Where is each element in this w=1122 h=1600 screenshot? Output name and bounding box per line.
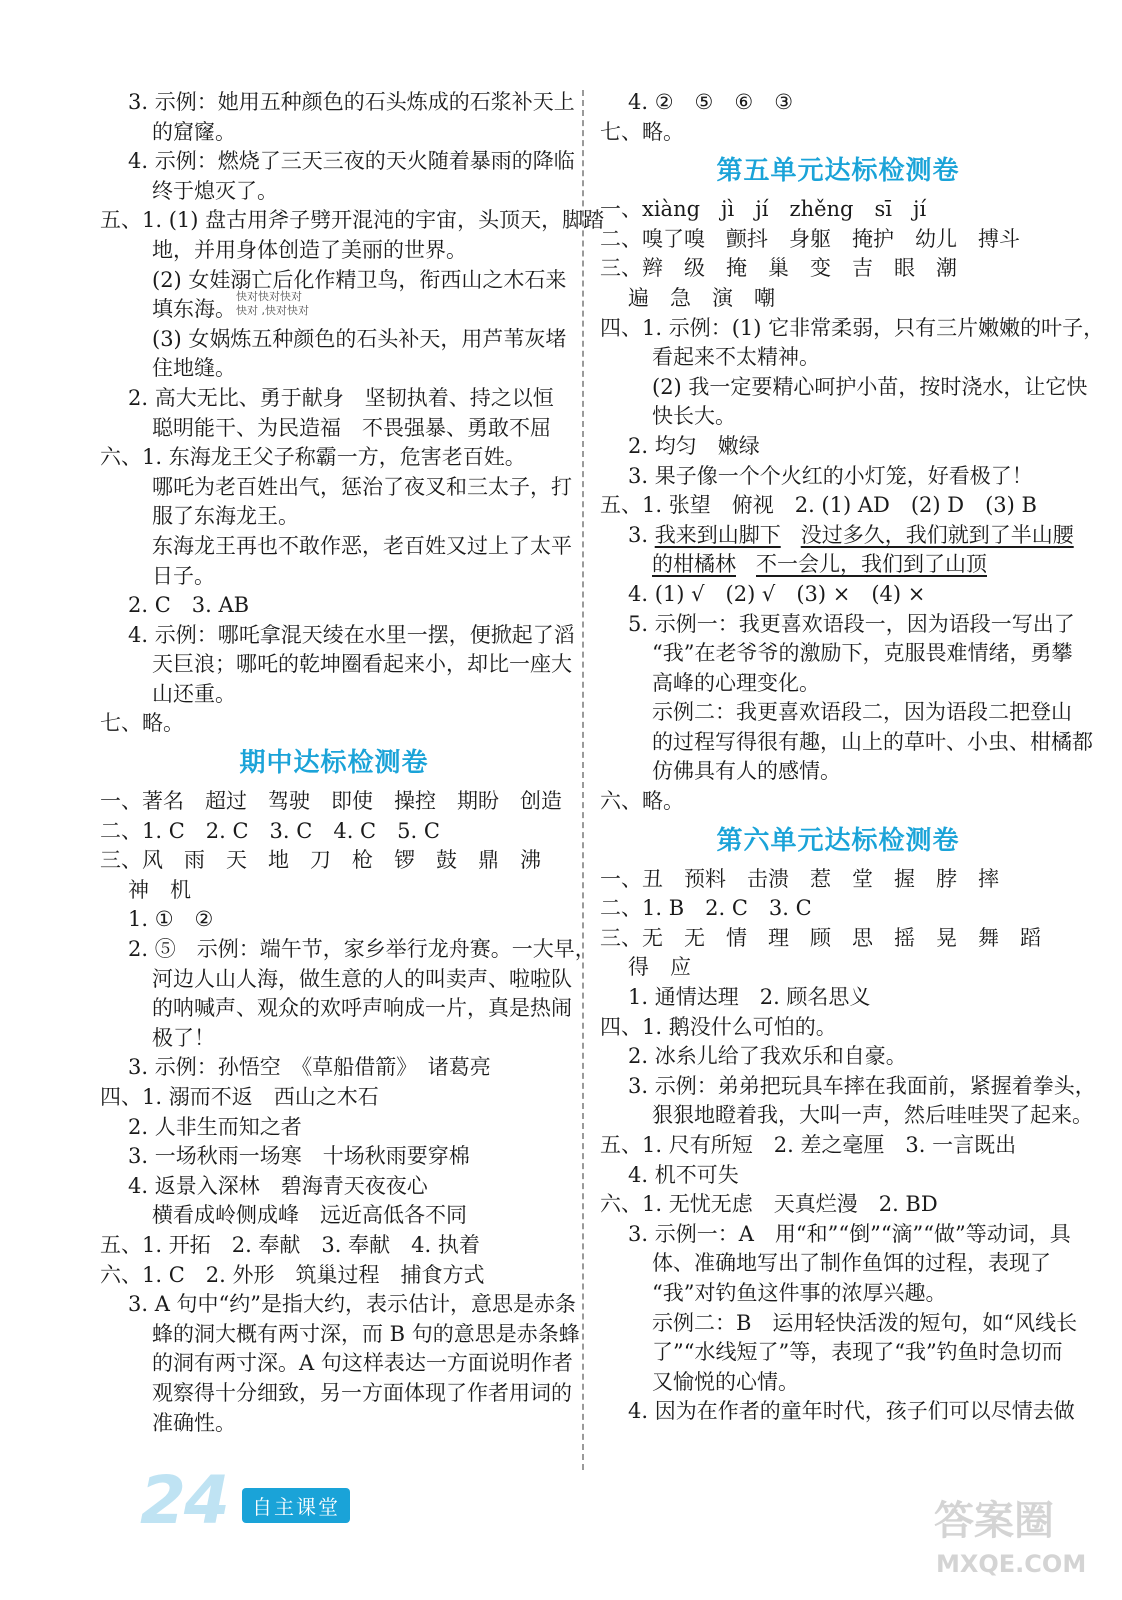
- answer-line: 三、无 无 情 理 顾 思 摇 晃 舞 蹈: [600, 925, 1041, 950]
- answer-line: 5. 示例一：我更喜欢语段一，因为语段一写出了: [628, 611, 1075, 636]
- answer-line: 二、1. C 2. C 3. C 4. C 5. C: [100, 818, 440, 843]
- answer-line: 3. 一场秋雨一场寒 十场秋雨要穿棉: [128, 1144, 470, 1169]
- answer-line: 观察得十分细致，另一方面体现了作者用词的: [152, 1380, 572, 1405]
- answer-line: 六、1. 东海龙王父子称霸一方，危害老百姓。: [100, 445, 526, 470]
- watermark-text: 答案圈: [934, 1498, 1054, 1544]
- watermark-logo: [928, 1482, 1088, 1582]
- answer-line: [600, 521, 1076, 551]
- answer-line: 的窟窿。: [152, 119, 236, 144]
- answer-line: 一、xiàng jì jí zhěng sī jí: [600, 197, 927, 222]
- answer-line: 示例二：B 运用轻快活泼的短句，如“风线长: [652, 1310, 1078, 1335]
- answer-line: 了”“水线短了”等，表现了“我”钓鱼时急切而: [652, 1340, 1063, 1365]
- answer-line: 遍 急 演 嘲: [628, 285, 775, 310]
- answer-line: 2. 均匀 嫩绿: [628, 433, 760, 458]
- answer-line: “我”对钓鱼这件事的浓厚兴趣。: [652, 1280, 947, 1305]
- underlined-answer: 的柑橘林: [652, 552, 736, 577]
- answer-line: 4. (1) √ (2) √ (3) × (4) ×: [628, 581, 926, 606]
- answer-line: 横看成岭侧成峰 远近高低各不同: [152, 1203, 467, 1228]
- answer-line: 4. ② ⑤ ⑥ ③: [628, 90, 794, 114]
- answer-line: 3. 示例：她用五种颜色的石头炼成的石浆补天上: [128, 90, 575, 114]
- answer-line: 2. 人非生而知之者: [128, 1114, 302, 1139]
- answer-line: 山还重。: [152, 681, 236, 706]
- answer-line: 准确性。: [152, 1410, 236, 1435]
- left-column: [100, 88, 605, 1438]
- answer-line: 三、辫 级 掩 巢 变 吉 眼 潮: [600, 256, 957, 281]
- section-title: 第六单元达标检测卷: [716, 825, 960, 856]
- answer-line: 一、著名 超过 驾驶 即使 操控 期盼 创造: [100, 789, 562, 814]
- answer-line: 聪明能干、为民造福 不畏强暴、勇敢不屈: [152, 415, 551, 440]
- answer-line: 快长大。: [652, 404, 736, 429]
- answer-line: 的呐喊声、观众的欢呼声响成一片，真是热闹: [152, 996, 572, 1021]
- answer-prefix: 3.: [628, 522, 655, 547]
- answer-line: 仿佛具有人的感情。: [652, 759, 841, 784]
- answer-line: 3. A 句中“约”是指大约，表示估计，意思是赤条: [128, 1292, 577, 1317]
- answer-line: 蜂的洞大概有两寸深，而 B 句的意思是赤条蜂: [152, 1321, 580, 1346]
- answer-line: 2. C 3. AB: [128, 593, 250, 618]
- answer-line: 3. 示例一：A 用“和”“倒”“滴”“做”等动词，具: [628, 1221, 1071, 1246]
- answer-line: 得 应: [628, 955, 691, 980]
- answer-line: 3. 果子像一个个火红的小灯笼，好看极了！: [628, 463, 1033, 488]
- answer-line: 五、1. 张望 俯视 2. (1) AD (2) D (3) B: [600, 493, 1037, 518]
- answer-line: 的洞有两寸深。A 句这样表达一方面说明作者: [152, 1351, 573, 1376]
- underlined-answer: 没过多久，我们就到了半山腰: [800, 522, 1074, 547]
- answer-line: 2. 高大无比、勇于献身 坚韧执着、持之以恒: [128, 385, 554, 410]
- answer-line: 六、略。: [600, 789, 684, 814]
- underlined-answer: 不一会儿，我们到了山顶: [756, 552, 987, 577]
- answer-line: 一、丑 预料 击溃 惹 堂 握 脖 摔: [600, 866, 999, 891]
- answer-line: (2) 女娃溺亡后化作精卫鸟，衔西山之木石来: [152, 267, 567, 292]
- series-badge: 自主课堂: [242, 1488, 350, 1523]
- answer-line: 东海龙王再也不敢作恶，老百姓又过上了太平: [152, 533, 572, 558]
- answer-line: 3. 示例：孙悟空 《草船借箭》 诸葛亮: [128, 1055, 491, 1080]
- answer-line: 神 机: [128, 877, 191, 902]
- answer-line: 五、1. 开拓 2. 奉献 3. 奉献 4. 执着: [100, 1232, 480, 1257]
- watermark-url: MXQE.COM: [936, 1550, 1087, 1578]
- answer-line: 看起来不太精神。: [652, 345, 820, 370]
- answer-line: 体、准确地写出了制作鱼饵的过程，表现了: [652, 1251, 1051, 1276]
- handwritten-scribble: 快对 ,快对快对: [236, 304, 309, 317]
- answer-line: 六、1. C 2. 外形 筑巢过程 捕食方式: [100, 1262, 485, 1287]
- answer-line: 示例二：我更喜欢语段二，因为语段二把登山: [652, 700, 1072, 725]
- answer-line: 住地缝。: [152, 356, 236, 381]
- answer-line: 河边人山人海，做生意的人的叫卖声、啦啦队: [152, 966, 572, 991]
- section-title: 第五单元达标检测卷: [716, 156, 960, 187]
- answer-line: 四、1. 溺而不返 西山之木石: [100, 1085, 379, 1109]
- answer-line: 的过程写得很有趣，山上的草叶、小虫、柑橘都: [652, 729, 1093, 754]
- answer-line: 高峰的心理变化。: [652, 670, 820, 695]
- page-number: 24: [140, 1462, 228, 1539]
- section-title: 期中达标检测卷: [239, 748, 429, 779]
- answer-line: 地，并用身体创造了美丽的世界。: [152, 237, 467, 262]
- answer-line: 2. ⑤ 示例：端午节，家乡举行龙舟赛。一大早，: [128, 937, 596, 962]
- answer-line: 五、1. 尺有所短 2. 差之毫厘 3. 一言既出: [600, 1133, 1017, 1157]
- answer-line: 二、嗅了嗅 颤抖 身躯 掩护 幼儿 搏斗: [600, 226, 1020, 251]
- answer-line: 二、1. B 2. C 3. C: [600, 896, 812, 921]
- answer-line: 4. 机不可失: [628, 1162, 739, 1187]
- answer-line: 服了东海龙王。: [152, 504, 299, 529]
- answer-line: 1. 通情达理 2. 顾名思义: [628, 985, 871, 1010]
- answer-line: 4. 示例：哪吒拿混天绫在水里一摆，便掀起了滔: [128, 622, 575, 647]
- answer-line: 又愉悦的心情。: [652, 1369, 799, 1394]
- answer-line: 哪吒为老百姓出气，惩治了夜叉和三太子，打: [152, 474, 572, 499]
- answer-line: 狠狠地瞪着我，大叫一声，然后哇哇哭了起来。: [652, 1103, 1093, 1128]
- answer-line: 日子。: [152, 563, 215, 588]
- answer-line: 1. ① ②: [128, 907, 214, 932]
- answer-line: [600, 550, 1076, 580]
- answer-line: 三、风 雨 天 地 刀 枪 锣 鼓 鼎 沸: [100, 848, 541, 873]
- answer-line: 四、1. 鹅没什么可怕的。: [600, 1014, 837, 1039]
- answer-line: 天巨浪；哪吒的乾坤圈看起来小，却比一座大: [152, 652, 572, 677]
- answer-line: 六、1. 无忧无虑 天真烂漫 2. BD: [600, 1192, 938, 1217]
- answer-line: 极了！: [152, 1025, 215, 1050]
- answer-line: 3. 示例：弟弟把玩具车摔在我面前，紧握着拳头，: [628, 1073, 1096, 1098]
- answer-line: 五、1. (1) 盘古用斧子劈开混沌的宇宙，头顶天，脚踏: [100, 208, 605, 233]
- answer-line: 七、略。: [100, 711, 184, 736]
- answer-line: (2) 我一定要精心呵护小苗，按时浇水，让它快: [652, 374, 1088, 399]
- answer-line: 4. 返景入深林 碧海青天夜夜心: [128, 1173, 428, 1198]
- answer-line: 填东海。: [152, 297, 236, 322]
- column-divider: [582, 90, 584, 1470]
- answer-line: 终于熄灭了。: [152, 178, 278, 203]
- answer-line: 2. 冰糸儿给了我欢乐和自豪。: [628, 1044, 907, 1069]
- handwritten-scribble: 快对快对快对: [236, 290, 302, 303]
- answer-line: 四、1. 示例：(1) 它非常柔弱，只有三片嫩嫩的叶子，: [600, 315, 1105, 340]
- underlined-answer: 我来到山脚下: [654, 522, 781, 547]
- answer-line: “我”在老爷爷的激励下，克服畏难情绪，勇攀: [652, 641, 1073, 666]
- answer-line: (3) 女娲炼五种颜色的石头补天，用芦苇灰堵: [152, 326, 567, 351]
- answer-line: 4. 示例：燃烧了三天三夜的天火随着暴雨的降临: [128, 149, 575, 174]
- right-column: [600, 88, 1105, 1427]
- answer-line: 4. 因为在作者的童年时代，孩子们可以尽情去做: [628, 1399, 1075, 1424]
- answer-line: 七、略。: [600, 119, 684, 144]
